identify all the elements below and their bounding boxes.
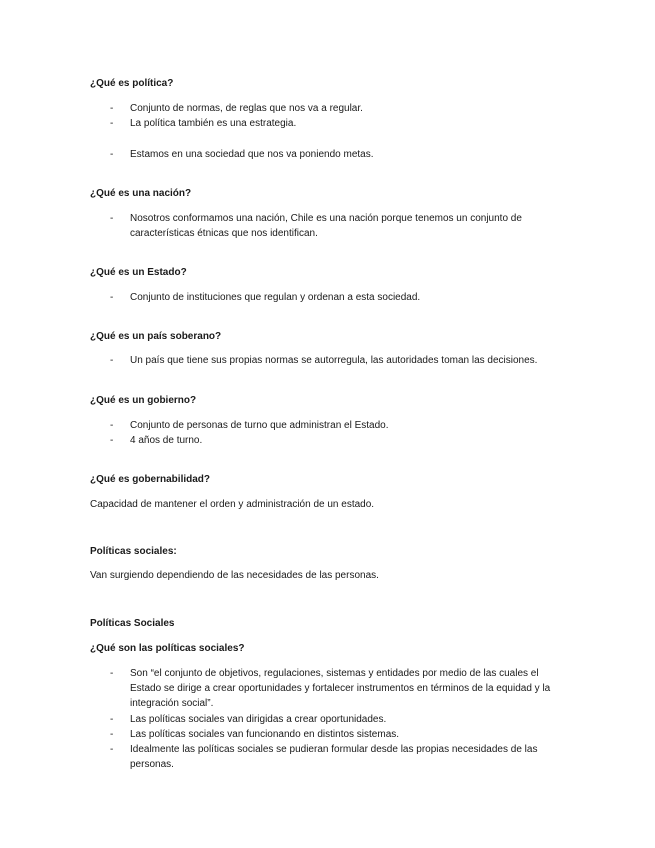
bullet-dash: - — [110, 355, 114, 366]
section-title-politicas-sociales: Políticas Sociales — [90, 618, 175, 629]
paragraph-gobernabilidad: Capacidad de mantener el orden y administración de un estado. — [90, 499, 375, 510]
list-item-text: Las políticas sociales van dirigidas a crear oportunidades. — [130, 714, 387, 725]
heading-estado: ¿Qué es un Estado? — [90, 267, 187, 278]
bullet-dash: - — [110, 118, 114, 129]
bullet-dash: - — [110, 149, 114, 160]
bullet-dash: - — [110, 744, 114, 755]
heading-que-son-politicas-sociales: ¿Qué son las políticas sociales? — [90, 643, 245, 654]
bullet-dash: - — [110, 103, 114, 114]
bullet-dash: - — [110, 213, 114, 224]
list-item-text: Idealmente las políticas sociales se pudieran formular desde las propias necesidades de las personas. — [130, 744, 538, 770]
list-item-text: Son “el conjunto de objetivos, regulaciones, sistemas y entidades por medio de las cuales el Estado se dirige a crear oportunidades y fortalecer instrumentos en términos de la equidad y la integración social”. — [130, 668, 551, 709]
bullet-dash: - — [110, 435, 114, 446]
heading-pais-soberano: ¿Qué es un país soberano? — [90, 331, 222, 342]
paragraph-politicas-sociales: Van surgiendo dependiendo de las necesidades de las personas. — [90, 570, 379, 581]
list-item-text: Un país que tiene sus propias normas se autorregula, las autoridades toman las decisiones. — [130, 355, 538, 366]
heading-gobierno: ¿Qué es un gobierno? — [90, 395, 197, 406]
heading-politicas-sociales: Políticas sociales: — [90, 546, 177, 557]
bullet-dash: - — [110, 668, 114, 679]
list-item-text: Conjunto de normas, de reglas que nos va a regular. — [130, 103, 363, 114]
list-item-text: Conjunto de personas de turno que administran el Estado. — [130, 420, 389, 431]
heading-gobernabilidad: ¿Qué es gobernabilidad? — [90, 474, 211, 485]
bullet-dash: - — [110, 714, 114, 725]
list-item-text: Las políticas sociales van funcionando en distintos sistemas. — [130, 729, 400, 740]
bullet-dash: - — [110, 420, 114, 431]
heading-politica: ¿Qué es política? — [90, 78, 174, 89]
bullet-dash: - — [110, 729, 114, 740]
list-item-text: La política también es una estrategia. — [130, 118, 297, 129]
list-item-text: Estamos en una sociedad que nos va poniendo metas. — [130, 149, 374, 160]
list-item-text: 4 años de turno. — [130, 435, 203, 446]
list-item-text: Conjunto de instituciones que regulan y ordenan a esta sociedad. — [130, 292, 421, 303]
heading-nacion: ¿Qué es una nación? — [90, 188, 192, 199]
list-item-text: Nosotros conformamos una nación, Chile es una nación porque tenemos un conjunto de características étnicas que nos identifican. — [130, 213, 522, 239]
bullet-dash: - — [110, 292, 114, 303]
